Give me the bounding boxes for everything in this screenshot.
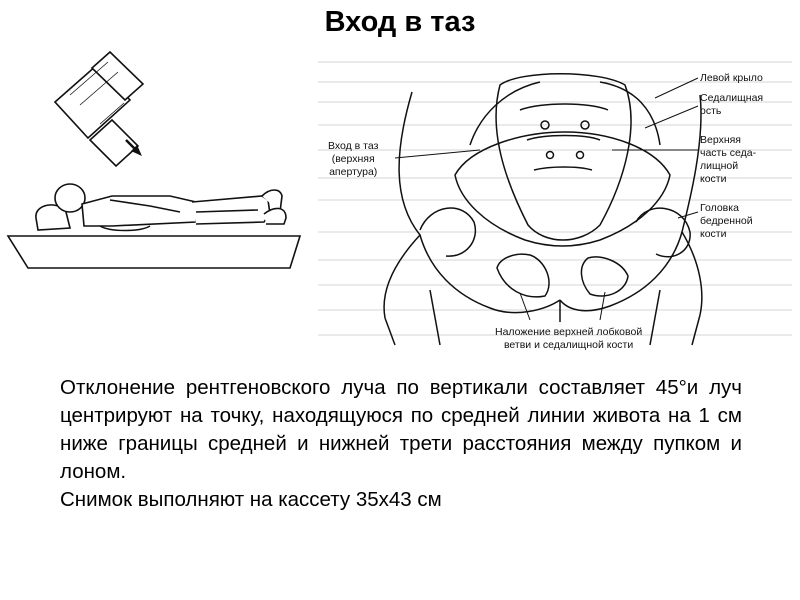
paragraph-cassette: Снимок выполняют на кассету 35х43 см <box>60 488 442 511</box>
label-ischial-spine: Седалищная ость <box>700 92 764 117</box>
label-pelvic-inlet: Вход в таз (верхняя апертура) <box>328 140 379 178</box>
patient-on-table-icon <box>8 184 300 268</box>
leader-lines <box>395 78 698 320</box>
paragraph-beam-angle: Отклонение рентгеновского луча по вертикали составляет 45°и луч центрируют на точку, находящуюся по средней линии живота на 1 см ниже границы средней и нижней трети расстояния между пупком и лоном. <box>60 376 742 483</box>
xray-tube-icon <box>55 52 143 166</box>
label-left-wing: Левой крыло <box>700 72 763 84</box>
label-pubic-ischium-overlap: Наложение верхней лобковой ветви и седалищной кости <box>495 326 643 351</box>
body-text <box>60 374 742 514</box>
label-upper-ischium: Верхняя часть седа- лищной кости <box>700 134 757 185</box>
label-femoral-head: Головка бедренной кости <box>700 202 753 240</box>
page-title: Вход в таз <box>324 6 476 38</box>
pelvis-drawing <box>384 74 702 345</box>
